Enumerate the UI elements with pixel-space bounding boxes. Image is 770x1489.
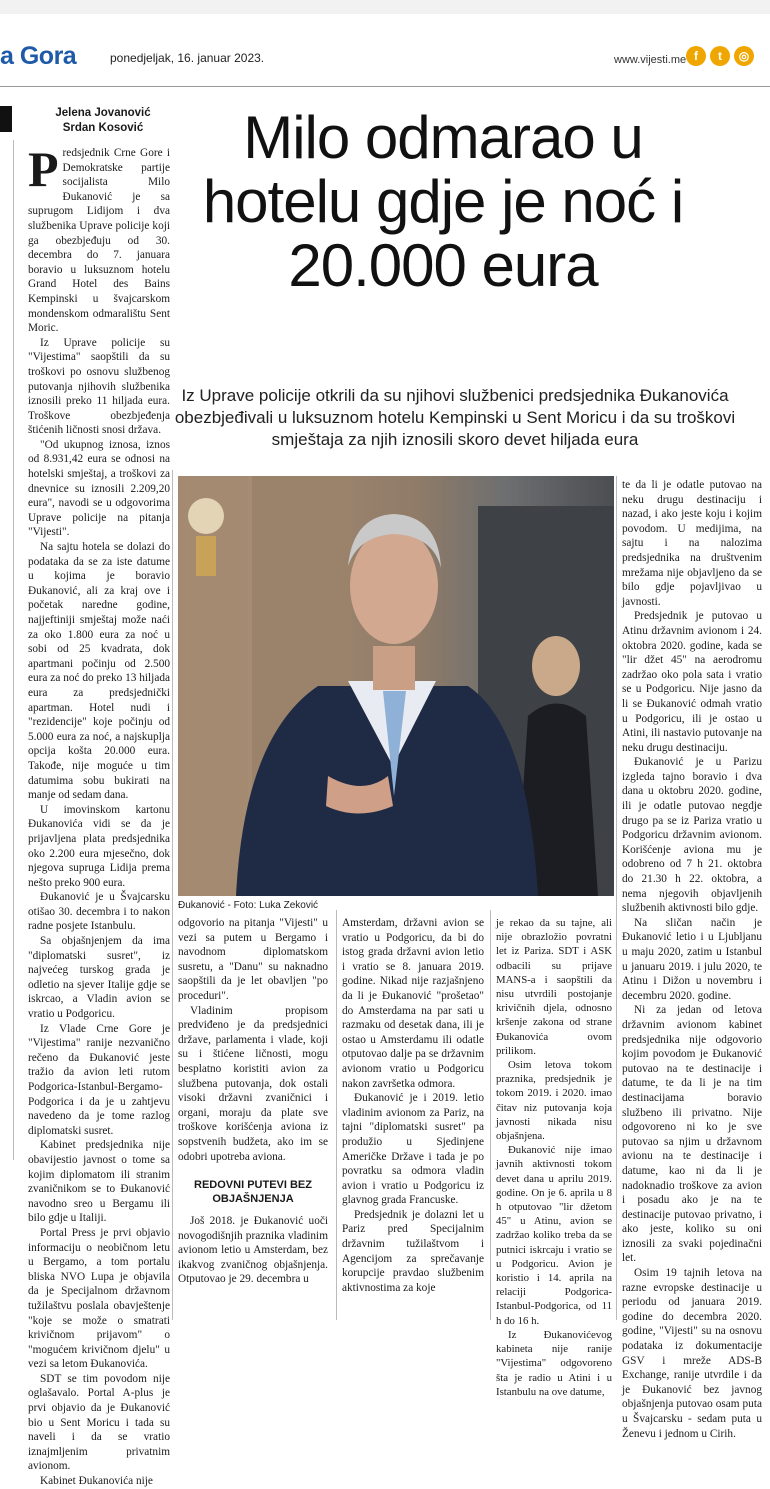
paragraph: Na sajtu hotela se dolazi do podataka da se za iste datume u kojima je boravio Đukanović, ali za kraj ove i početak naredne godine, najjeftiniji smještaj može naći za oko 1.800 eura za noć u sobi od 25 kvadrata, dok apartmani počinju od 2.500 eura za noć do preko 13 hiljada eura za predsjednički apartman. Hotel nudi i "rezidencije" koje počinju od 5.000 eura za noć, a najskuplja opcija košta 20.000 eura. Takođe, nije moguće u tim datumima sobu bukirati na manje od sedam dana. [28, 541, 170, 802]
portrait-illustration [178, 476, 614, 896]
paragraph: Osim letova tokom praznika, predsjednik je tokom 2019. i 2020. imao čitav niz putovanja koja javnosti nikada nisu objašnjena. [496, 1059, 612, 1143]
paragraph: "Od ukupnog iznosa, iznos od 8.931,42 eura se odnosi na hotelski smještaj, a troškovi za dnevnice su iznosili 2.209,20 eura", navodi se u odgovorima Uprave policije na pitanja "Vijesti". [28, 438, 170, 539]
section-title: a Gora [0, 42, 77, 70]
column-divider [490, 910, 491, 1320]
paragraph: Predsjednik je putovao u Atinu državnim avionom i 24. oktobra 2020. godine, kada se "lir džet 45" na aerodromu zadržao oko pola sata i vratio se u Podgoricu. Nije jasno da li se Đukanović odmah vratio u Podgoricu, ili je ostao u Atini, ili nastavio putovanje na neku drugu destinaciju. [622, 610, 762, 754]
paragraph: Đukanović nije imao javnih aktivnosti tokom devet dana u aprilu 2019. godine. On je 6. aprila u 8 h otputovao "lir džetom 45" u Atinu, avion se zadržao koliko treba da se putnici iskrcaju i vratio se u Podgoricu. Avion je koristio i 14. aprila na relaciji Podgorica-Istanbul-Podgorica, od 11 h do 16 h. [496, 1144, 612, 1327]
text-column-3 [342, 916, 484, 1295]
paragraph: Sa objašnjenjem da ima "diplomatski susret", iz najvećeg turskog grada je odletio na sjever Italije gdje se iskrcao, a Vladin avion se vratio u Podgoricu. [28, 935, 170, 1021]
paragraph: Predsjednik je dolazni let u Pariz pred Specijalnim državnim tužilaštvom i Agencijom za sprečavanje korupcije pravdao službenim aktivnostima za koje [342, 1208, 484, 1294]
paragraph: Iz Vlade Crne Gore je "Vijestima" ranije nezvanično rečeno da Đukanović jeste tražio da avion leti rutom Podgorica-Istanbul-Bergamo-Podgorica i da je u zahtjevu navedeno da je tome razlog diplomatski susret. [28, 1022, 170, 1137]
text-column-5 [622, 478, 762, 1441]
left-black-marker [0, 106, 12, 132]
instagram-icon[interactable]: ◎ [734, 46, 754, 66]
paragraph: Kabinet Đukanovića nije [40, 1475, 153, 1488]
column-divider [616, 476, 617, 1320]
article-subheadline: Iz Uprave policije otkrili da su njihovi službenici predsjednika Đukanovića obezbjeđivali u luksuznom hotelu Kempinski u Sent Moricu i da su troškovi smještaja za njih iznosili skoro devet hiljada eura [174, 386, 736, 449]
paragraph: Vladinim propisom predviđeno je da predsjednici države, parlamenta i vlade, koji su i štićene ličnosti, mogu besplatno koristiti avion za službena putovanja, dok ostali visoki državni zvaničnici i organi, moraju da plate sve troškove korišćenja aviona iz sopstvenih budžeta, ako im se odobri upotreba aviona. [178, 1004, 328, 1163]
paragraph: Na sličan način je Đukanović letio i u Ljubljanu u maju 2020, zatim u Istanbul u januaru 2019. i julu 2020, te Atinu i Dižon u novembru i decembru 2020. godine. [622, 916, 762, 1002]
intro-paragraph: Predsjednik Crne Gore i Demokratske partije socijalista Milo Đukanović je sa suprugom Lidijom i dva službenika Uprave policije koji ga obezbjeđuju od 30. decembra do 7. januara boravio u luksuznom hotelu Grand Hotel des Bains Kempinski u švajcarskom mondenskom odmaralištu Sent Moric. [28, 141, 170, 335]
text-column-1 [28, 141, 170, 1489]
paragraph: Đukanović je u Švajcarsku otišao 30. decembra i to nakon radne posjete Istanbulu. [28, 891, 170, 933]
paragraph: U imovinskom kartonu Đukanovića vidi se da je prijavljena plata predsjednika oko 2.200 eura mjesečno, dok njegova supruga Lidija prema nešto preko 900 eura. [28, 803, 170, 889]
article-photo [178, 476, 614, 896]
issue-date: ponedjeljak, 16. januar 2023. [110, 51, 265, 65]
twitter-icon[interactable]: t [710, 46, 730, 66]
paragraph: SDT se tim povodom nije oglašavalo. Portal A-plus je prvi objavio da je Đukanović bio u Sent Moricu i tada su naveli i da se vratio iznajmljenim privatnim avionom. [28, 1372, 170, 1473]
article-headline: Milo odmarao u hotelu gdje je noć i 20.000 eura [202, 104, 684, 299]
facebook-icon[interactable]: f [686, 46, 706, 66]
paragraph: Osim 19 tajnih letova na razne evropske destinacije u periodu od januara 2019. godine do decembra 2020. godine, "Vijesti" su na osnovu podataka iz dokumentacije GSV i mreže ADS-B Exchange, ranije utvrdile i da je Đukanović bez javnog objašnjenja putovao osam puta u Švajcarsku - sedam puta u Ženevu i jednom u Cirih. [622, 1267, 762, 1440]
paragraph: Ni za jedan od letova državnim avionom kabinet predsjednika nije odgovorio kojim povodom je Đukanović putovao na te destinacije i datume, te da li je na tim destinacijama boravio službeno ili privatno. Nije odgovoreno ni ko je sve putovao sa njim u državnom avionu na te destinacije i datume, kao ni da li je nadoknadio troškove za avion i posadu ako je na te destinacije putovao privatno, i ako jeste, koliko su oni iznosili za svaki pojedinačni let. [622, 1004, 762, 1265]
paragraph: Amsterdam, državni avion se vratio u Podgoricu, da bi do istog grada državni avion letio i vratio se 8. januara 2019. godine. Nikad nije razjašnjeno da li je Đukanović "prošetao" do Amsterdama na par sati u razmaku od desetak dana, ili je ostao u Amsterdamu ili odatle otputovao dalje pa se državnim avionom vratio u Podgoricu nakon završetka odmora. [342, 917, 484, 1090]
author-name: Srdan Kosović [62, 122, 144, 134]
paragraph: Đukanović je u Parizu izgleda tajno boravio i dva dana u oktobru 2020. godine, ili je odatle putovao negdje drugo pa se iz Pariza vratio u Podgoricu državnim avionom. Korišćenje aviona mu je odobreno od 7 h 21. oktobra do 21.30 h 22. oktobra, a nema njegovih objavljenih službenih aktivnosti bilo gdje. [622, 756, 762, 915]
author-name: Jelena Jovanović [55, 107, 151, 119]
text-column-4 [496, 916, 612, 1399]
paragraph: Još 2018. je Đukanović uoči novogodišnjih praznika vladinim avionom letio u Amsterdam, bez ikakvog zvaničnog objašnjenja. Otputovao je 29. decembra u [178, 1215, 328, 1286]
column-divider [172, 470, 173, 1320]
site-url[interactable]: www.vijesti.me [614, 54, 687, 66]
top-strip [0, 0, 770, 14]
paragraph: Portal Press je prvi objavio informaciju o neobičnom letu u Bergamo, a tom portalu bliska NVO Lupa je objavila da je Specijalnom državnom tužilaštvu poslala obavještenje "koje se može o smatrati krivičnom prijavom" o "mogućem krivičnom djelu" u vezi sa letom Đukanovića. [28, 1226, 170, 1371]
adjacent-page-edge [0, 140, 14, 1160]
byline [38, 106, 168, 136]
text-column-2 [178, 916, 328, 1287]
paragraph: Iz Uprave policije su "Vijestima" saopštili da su troškovi po osnovu službenog putovanja njihovih službenika iznosili preko 11 hiljada eura. Troškove obezbjeđenja štićenih ličnosti snosi država. [28, 336, 170, 437]
photo-caption: Đukanović - Foto: Luka Zeković [178, 900, 319, 911]
page-header [0, 38, 770, 88]
paragraph: Iz Đukanovićevog kabineta nije ranije "Vijestima" odgovoreno šta je radio u Atini i u Istanbulu na ove datume, [496, 1328, 612, 1398]
drop-cap: P [28, 141, 59, 197]
header-divider [0, 86, 770, 87]
section-subtitle: REDOVNI PUTEVI BEZ OBJAŠNJENJA [194, 1179, 312, 1206]
paragraph: Kabinet predsjednika nije obavijestio javnost o tome sa kojim diplomatom ili stranim zvaničnikom se to Đukanović navodno sreo u Bergamu ili bilo gdje u Italiji. [28, 1139, 170, 1225]
paragraph: te da li je odatle putovao na neku drugu destinaciju i nazad, i ako jeste koju i kojim povodom. U medijima, na sajtu i na nalozima predsjednika na društvenim mrežama nije objavljeno da se bilo gdje pojavljivao u javnosti. [622, 479, 762, 608]
paragraph: Đukanović je i 2019. letio vladinim avionom za Pariz, na tajni "diplomatski susret" pa produžio u Sjedinjene Američke Države i tada je po povratku sa odmora vladin avion i vratio u Podgoricu iz glavnog grada Francuske. [342, 1092, 484, 1207]
paragraph: je rekao da su tajne, ali nije obrazložio povratni let iz Pariza. SDT i ASK odbacili su prijave MANS-a i saopštili da nisu utvrdili postojanje krivičnih djela, odnosno kršenje zakona od strane Đukanovića ovom prilikom. [496, 917, 612, 1057]
column-divider [336, 910, 337, 1320]
paragraph: odgovorio na pitanja "Vijesti" u vezi sa putem u Bergamo i navodnom diplomatskom susretu, a "Danu" su naknadno saopštili da je let obavljen "po proceduri". [178, 917, 328, 1002]
